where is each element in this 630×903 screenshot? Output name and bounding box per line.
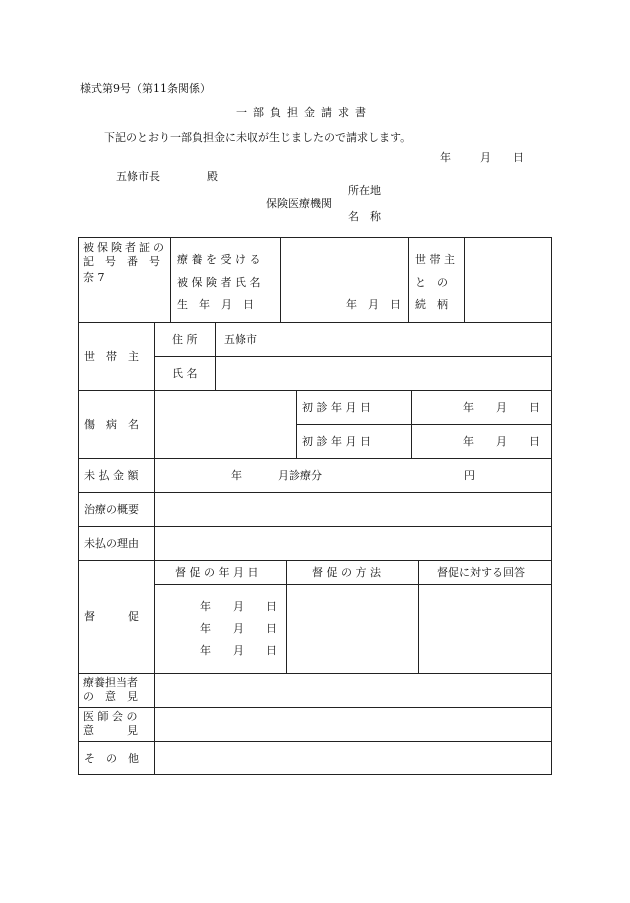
first-visit-label-2: 初 診 年 月 日	[302, 435, 371, 448]
demand-label: 督 促	[84, 610, 139, 623]
demand-date-1: 年 月 日	[200, 600, 277, 613]
medical-assoc-opinion-label-2: 意 見	[83, 724, 138, 737]
patient-label-3: 生 年 月 日	[177, 298, 254, 311]
household-relation-3: 続 柄	[415, 298, 448, 311]
first-visit-date-2: 年 月 日	[463, 435, 540, 448]
first-visit-date-1: 年 月 日	[463, 401, 540, 414]
household-head-label: 世 帯 主	[84, 350, 139, 363]
institution-location: 所在地	[348, 184, 381, 197]
unpaid-amount-label: 未 払 金 額	[84, 469, 139, 482]
address-label: 住 所	[172, 333, 198, 346]
addressee-honorific: 殿	[207, 170, 218, 183]
intro-text: 下記のとおり一部負担金に未収が生じましたので請求します。	[104, 131, 412, 144]
date-year: 年	[440, 151, 451, 164]
form-title: 一部負担金請求書	[236, 106, 372, 119]
disease-label: 傷 病 名	[84, 418, 139, 431]
addressee-mayor: 五條市長	[116, 170, 160, 183]
unpaid-month: 月診療分	[278, 469, 322, 482]
form-number: 様式第9号（第11条関係）	[80, 82, 211, 95]
treatment-summary-label: 治療の概要	[84, 503, 139, 516]
date-month: 月	[480, 151, 491, 164]
insured-cert-label-1: 被保険者証の	[83, 241, 167, 254]
household-relation-2: と の	[415, 276, 448, 289]
caregiver-opinion-label-2: の 意 見	[83, 690, 138, 703]
birth-date: 年 月 日	[346, 298, 401, 311]
patient-label-1: 療 養 を 受 け る	[177, 253, 261, 266]
insured-cert-label-2: 記 号 番 号	[83, 255, 160, 268]
institution-name: 名 称	[348, 210, 381, 223]
institution-label: 保険医療機関	[266, 197, 332, 210]
other-label: そ の 他	[84, 752, 139, 765]
date-day: 日	[513, 151, 524, 164]
household-relation-1: 世 帯 主	[415, 253, 455, 266]
request-form-table	[78, 237, 552, 775]
unpaid-yen: 円	[464, 469, 475, 482]
unpaid-reason-label: 未払の理由	[84, 537, 139, 550]
demand-date-2: 年 月 日	[200, 622, 277, 635]
medical-assoc-opinion-label-1: 医 師 会 の	[83, 710, 138, 723]
demand-method-header: 督 促 の 方 法	[312, 566, 381, 579]
address-value: 五條市	[224, 333, 257, 346]
unpaid-year: 年	[231, 469, 242, 482]
name-label: 氏 名	[172, 367, 198, 380]
caregiver-opinion-label-1: 療養担当者	[83, 676, 138, 689]
demand-date-3: 年 月 日	[200, 644, 277, 657]
insured-cert-value: 奈 7	[83, 271, 105, 284]
patient-label-2: 被 保 険 者 氏 名	[177, 276, 261, 289]
first-visit-label-1: 初 診 年 月 日	[302, 401, 371, 414]
demand-date-header: 督 促 の 年 月 日	[175, 566, 259, 579]
demand-response-header: 督促に対する回答	[437, 566, 525, 579]
